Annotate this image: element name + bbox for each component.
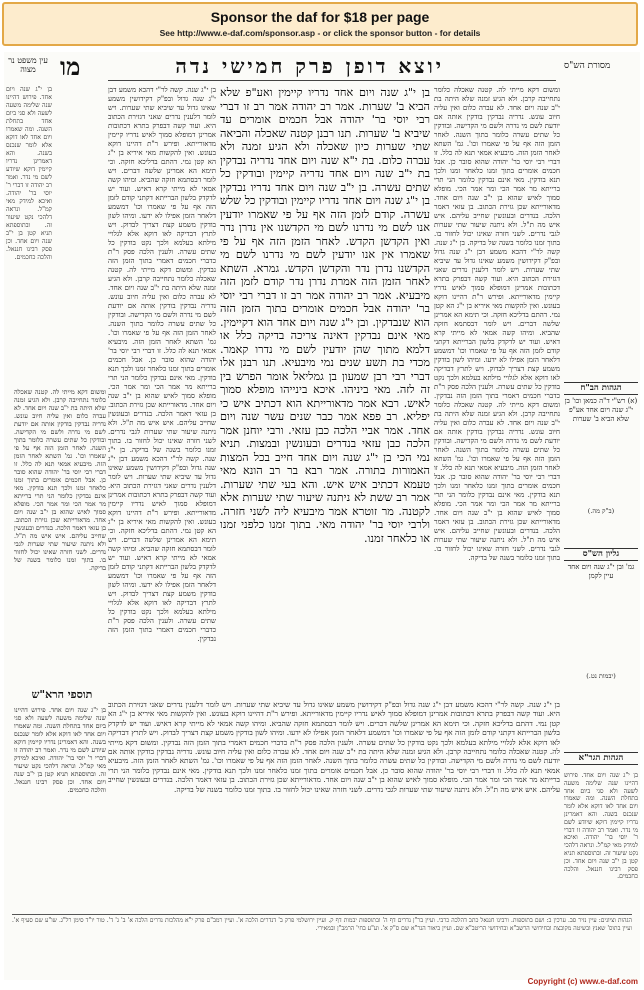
tosafot-text-cont2: בן י"ג שנה. קשה לר"י דהכא משמע דבן י"ג שנה גדול ובפ"ק דקידושין משמע שאינו גדול עד שיביא שתי שערות. ויש לומר דלענין נדרים שאני דגזירת הכתוב היא. ועוד קשה דבפרק בתרא דכתובות אמרינן דמופלא סמוך לאיש נדריו קיימין מדאורייתא. ופירש ר"ת דהיינו דוקא בעונש. ואין להקשות מאי איריא בן י"ג הא קטן נמי. דהתם בדליכא חזקה. וכי תימא הא אמרינן שלשה דברים. ויש לומר דבסתמא חזקה שהביא. ומיהו קשה אמאי לא מייתי קרא דאיש. ועוד יש לדקדק בלשון הברייתא דקתני קודם לזמן הזה אף על פי שאמרו וכו' דמשמע דלאחר הזמן אפילו לא ידעו. ומיהו לשון בודקין משמע קצת דצריך לבדוק. ויש לתרץ דבדיקה לאו דוקא אלא לגלויי מילתא בעלמא ולכך נקט בודקין כל שתים עשרה. ולענין הלכה פסק ר"ת כדברי חכמים דאמרי בתוך הזמן הזה נבדקין. [108,446,216,643]
tosafot-text-cont: ומשום דקא מייתי לה. קטנה שאכלה כלומר נתחייבה קרבן. ולא הגיע זמנה שלא היתה בת י"ב שנה ויום אחד. לא עברה כלום ואין עליה חיוב עונש. נדריה נבדקין בודקין אותה אם יודעת לשם מי נדרה ולשם מי הקדישה. ובודקין כל שתים עשרה כלומר בתוך השנה. לאחר הזמן הזה אף על פי שאמרו וכו'. גמ' השתא לאחר הזמן הזה. מיבעיא אמאי תנא לה כלל. זו דברי רבי יוסי בר' יהודה שהוא סובר כן. אבל חכמים אומרים בתוך זמנו כלאחר זמנו ולכך תנא בודקין. מאי אינם נבדקין כלומר הני תרי ברייתא מר אמר הכי ומר אמר הכי. מופלא סמוך לאיש שהוא בן י"ב שנה ויום אחד. מדאורייתא שכן גזירת הכתוב. בן עזאי דאמר הלכה. בנדרים ובעונשין שחייב עליהם. איש איש מה ת"ל. ולא ניתנה שיעור שתי שערות לגבי נדרים. לשני חזרה שאינו יכול לחזור בו. בתוך זמנו כלומר בשנה של בדיקה. [108,266,216,454]
left-margin-text: ומשום דקא מייתי לה. קטנה שאכלה כלומר נתחייבה קרבן. ולא הגיע זמנה שלא היתה בת י"ב שנה ויום אחד. לא עברה כלום ואין עליה חיוב עונש. נדריה נבדקין בודקין אותה אם יודעת לשם מי נדרה ולשם מי הקדישה. ובודקין כל שתים עשרה כלומר בתוך השנה. לאחר הזמן הזה אף על פי שאמרו וכו'. גמ' השתא לאחר הזמן הזה. מיבעיא אמאי תנא לה כלל. זו דברי רבי יוסי בר' יהודה שהוא סובר כן. אבל חכמים אומרים בתוך זמנו כלאחר זמנו ולכך תנא בודקין. מאי אינם נבדקין כלומר הני תרי ברייתא מר אמר הכי ומר אמר הכי. מופלא סמוך לאיש שהוא בן י"ב שנה ויום אחד. מדאורייתא שכן גזירת הכתוב. בן עזאי דאמר הלכה. בנדרים ובעונשין שחייב עליהם. איש איש מה ת"ל. ולא ניתנה שיעור שתי שערות לגבי נדרים. לשני חזרה שאינו יכול לחזור בו. בתוך זמנו כלומר בשנה של בדיקה. [14,388,106,572]
left-margin-column [14,388,106,680]
rosh-column [14,706,106,906]
margin-note-2: (יבמות נט.) [586,672,616,680]
gemara-column [220,86,430,696]
gilyon-text: גמ' ובן י"ג שנה ויום אחד עיין לקמן [567,563,635,580]
mesorah-label: מסורת הש"ס [564,61,611,71]
gra-notes [564,752,638,767]
ein-mishpat-text: בן י"ג שנה ויום אחד. פירוש דהיינו שנה שלימה משעה לשעה ולא סגי ביום אחד בתחלת השנה. ומה שאמרו ויום אחד לאו דוקא אלא לומר שנכנס בשנה. והא דאמרינן נדריו קיימין דוקא שיודע לשם מי נדר. ואמר רב יהודה זו דברי ר' יוסי בר' יהודה. ואיכא למידק מאי קמ"ל. ונראה דלהכי נקט שיעור זה. ובתוספתא תניא קטן בן י"ב שנה ויום אחד. וכן פסק רבינו חננאל. והלכה כחכמים. [6,86,52,261]
lower-commentary-text: בן י"ג שנה. קשה לר"י דהכא משמע דבן י"ג שנה גדול ובפ"ק דקידושין משמע שאינו גדול עד שיביא שתי שערות. ויש לומר דלענין נדרים שאני דגזירת הכתוב היא. ועוד קשה דבפרק בתרא דכתובות אמרינן דמופלא סמוך לאיש נדריו קיימין מדאורייתא. ופירש ר"ת דהיינו דוקא בעונש. ואין להקשות מאי איריא בן י"ג הא קטן נמי. דהתם בדליכא חזקה. וכי תימא הא אמרינן שלשה דברים. ויש לומר דבסתמא חזקה שהביא. ומיהו קשה אמאי לא מייתי קרא דאיש. ועוד יש לדקדק בלשון הברייתא דקתני קודם לזמן הזה אף על פי שאמרו וכו' דמשמע דלאחר הזמן אפילו לא ידעו. ומיהו לשון בודקין משמע קצת דצריך לבדוק. ויש לתרץ דבדיקה לאו דוקא אלא לגלויי מילתא בעלמא ולכך נקט בודקין כל שתים עשרה. ולענין הלכה פסק ר"ת כדברי חכמים דאמרי בתוך הזמן הזה נבדקין. [108,700,560,747]
rashi-text-cont: בן י"ג שנה. קשה לר"י דהכא משמע דבן י"ג שנה גדול ובפ"ק דקידושין משמע שאינו גדול עד שיביא שתי שערות. ויש לומר דלענין נדרים שאני דגזירת הכתוב היא. ועוד קשה דבפרק בתרא דכתובות אמרינן דמופלא סמוך לאיש נדריו קיימין מדאורייתא. ופירש ר"ת דהיינו דוקא בעונש. ואין להקשות מאי איריא בן י"ג הא קטן נמי. דהתם בדליכא חזקה. וכי תימא הא אמרינן שלשה דברים. ויש לומר דבסתמא חזקה שהביא. ומיהו קשה אמאי לא מייתי קרא דאיש. ועוד יש לדקדק בלשון הברייתא דקתני קודם לזמן הזה אף על פי שאמרו וכו' דמשמע דלאחר הזמן אפילו לא ידעו. ומיהו לשון בודקין משמע קצת דצריך לבדוק. ויש לתרץ דבדיקה לאו דוקא אלא לגלויי מילתא בעלמא ולכך נקט בודקין כל שתים עשרה. ולענין הלכה פסק ר"ת כדברי חכמים דאמרי בתוך הזמן הזה נבדקין. [434,239,560,400]
tosafot-column [108,86,216,696]
bach-title: הגהות הב"ח [564,382,638,395]
rashi-column [434,86,560,696]
rashi-text-cont2: ומשום דקא מייתי לה. קטנה שאכלה כלומר נתחייבה קרבן. ולא הגיע זמנה שלא היתה בת י"ב שנה ויום אחד. לא עברה כלום ואין עליה חיוב עונש. נדריה נבדקין בודקין אותה אם יודעת לשם מי נדרה ולשם מי הקדישה. ובודקין כל שתים עשרה כלומר בתוך השנה. לאחר הזמן הזה אף על פי שאמרו וכו'. גמ' השתא לאחר הזמן הזה. מיבעיא אמאי תנא לה כלל. זו דברי רבי יוסי בר' יהודה שהוא סובר כן. אבל חכמים אומרים בתוך זמנו כלאחר זמנו ולכך תנא בודקין. מאי אינם נבדקין כלומר הני תרי ברייתא מר אמר הכי ומר אמר הכי. מופלא סמוך לאיש שהוא בן י"ב שנה ויום אחד. מדאורייתא שכן גזירת הכתוב. בן עזאי דאמר הלכה. בנדרים ובעונשין שחייב עליהם. איש איש מה ת"ל. ולא ניתנה שיעור שתי שערות לגבי נדרים. לשני חזרה שאינו יכול לחזור בו. בתוך זמנו כלומר בשנה של בדיקה. [434,401,560,562]
lower-commentary-text-cont: ומשום דקא מייתי לה. קטנה שאכלה כלומר נתחייבה קרבן. ולא הגיע זמנה שלא היתה בת י"ב שנה ויום אחד. לא עברה כלום ואין עליה חיוב עונש. נדריה נבדקין בודקין אותה אם יודעת לשם מי נדרה ולשם מי הקדישה. ובודקין כל שתים עשרה כלומר בתוך השנה. לאחר הזמן הזה אף על פי שאמרו וכו'. גמ' השתא לאחר הזמן הזה. מיבעיא אמאי תנא לה כלל. זו דברי רבי יוסי בר' יהודה שהוא סובר כן. אבל חכמים אומרים בתוך זמנו כלאחר זמנו ולכך תנא בודקין. מאי אינם נבדקין כלומר הני תרי ברייתא מר אמר הכי ומר אמר הכי. מופלא סמוך לאיש שהוא בן י"ב שנה ויום אחד. מדאורייתא שכן גזירת הכתוב. בן עזאי דאמר הלכה. בנדרים ובעונשין שחייב עליהם. איש איש מה ת"ל. ולא ניתנה שיעור שתי שערות לגבי נדרים. לשני חזרה שאינו יכול לחזור בו. בתוך זמנו כלומר בשנה של בדיקה. [108,737,560,794]
bach-text: (א) רש"י ד"ה כמאן וכו' בן י"ג שנה ויום אחד אע"פ שלא הביא ב' שערות [564,397,638,423]
copyright: Copyright (c) www.e-daf.com [527,977,638,986]
tosfot-harosh-title: תוספי הרא"ש [31,688,93,701]
ein-mishpat-column [6,86,52,376]
sponsor-subtitle[interactable]: See http://www.e-daf.com/sponsor.asp - or click the sponsor button - for details [159,28,481,38]
right-lower-margin [564,772,638,908]
footnotes [12,914,632,977]
gilyon-title: גליון הש"ס [564,548,638,561]
talmud-page [4,52,640,980]
rosh-text: בן י"ג שנה ויום אחד. פירוש דהיינו שנה שלימה משעה לשעה ולא סגי ביום אחד בתחלת השנה. ומה שאמרו ויום אחד לאו דוקא אלא לומר שנכנס בשנה. והא דאמרינן נדריו קיימין דוקא שיודע לשם מי נדר. ואמר רב יהודה זו דברי ר' יוסי בר' יהודה. ואיכא למידק מאי קמ"ל. ונראה דלהכי נקט שיעור זה. ובתוספתא תניא קטן בן י"ב שנה ויום אחד. וכן פסק רבינו חננאל. והלכה כחכמים. [14,706,106,794]
header-rule [108,80,556,81]
sponsor-banner[interactable] [2,2,638,46]
right-lower-margin-text: בן י"ג שנה ויום אחד. פירוש דהיינו שנה שלימה משעה לשעה ולא סגי ביום אחד בתחלת השנה. ומה שאמרו ויום אחד לאו דוקא אלא לומר שנכנס בשנה. והא דאמרינן נדריו קיימין דוקא שיודע לשם מי נדר. ואמר רב יהודה זו דברי ר' יוסי בר' יהודה. ואיכא למידק מאי קמ"ל. ונראה דלהכי נקט שיעור זה. ובתוספתא תניא קטן בן י"ב שנה ויום אחד. וכן פסק רבינו חננאל. והלכה כחכמים. [564,772,638,881]
folio-number: מו [60,52,81,81]
sponsor-title[interactable]: Sponsor the daf for $18 per page [210,9,430,25]
margin-note-1: (ב"ק מה.) [587,507,615,515]
bach-notes [564,382,638,424]
chapter-title: יוצא דופן פרק חמישי נדה [175,54,444,78]
rashi-text: ומשום דקא מייתי לה. קטנה שאכלה כלומר נתחייבה קרבן. ולא הגיע זמנה שלא היתה בת י"ב שנה ויום אחד. לא עברה כלום ואין עליה חיוב עונש. נדריה נבדקין בודקין אותה אם יודעת לשם מי נדרה ולשם מי הקדישה. ובודקין כל שתים עשרה כלומר בתוך השנה. לאחר הזמן הזה אף על פי שאמרו וכו'. גמ' השתא לאחר הזמן הזה. מיבעיא אמאי תנא לה כלל. זו דברי רבי יוסי בר' יהודה שהוא סובר כן. אבל חכמים אומרים בתוך זמנו כלאחר זמנו ולכך תנא בודקין. מאי אינם נבדקין כלומר הני תרי ברייתא מר אמר הכי ומר אמר הכי. מופלא סמוך לאיש שהוא בן י"ב שנה ויום אחד. מדאורייתא שכן גזירת הכתוב. בן עזאי דאמר הלכה. בנדרים ובעונשין שחייב עליהם. איש איש מה ת"ל. ולא ניתנה שיעור שתי שערות לגבי נדרים. לשני חזרה שאינו יכול לחזור בו. בתוך זמנו כלומר בשנה של בדיקה. [434,86,560,247]
footnotes-text: הגהות וציונים: עיין נזיר סב. ערכין ב: ושם בתוספות. ורבינו חננאל כתב דהלכה כרבי. ועיין בר"ן נדרים דף ה' ובתוספות יבמות דף ק. ועיין ירושלמי פרק ב' דנדרים הלכה א'. ועיין רמב"ם פרק י"א מהלכות נדרים הלכה א' ב' ג' ד'. טור יו"ד סימן רל"ג. שו"ע שם סעיף א'. ועיין בתוס' שאנץ ובשיטה מקובצת ובחידושי הרשב"א ובחידושי הריטב"א שם. ועיין ביאור הגר"א שם ס"ק א'. וע"ע בחי' הרמב"ן ובמאירי. [12,917,632,932]
tosafot-text: בן י"ג שנה. קשה לר"י דהכא משמע דבן י"ג שנה גדול ובפ"ק דקידושין משמע שאינו גדול עד שיביא שתי שערות. ויש לומר דלענין נדרים שאני דגזירת הכתוב היא. ועוד קשה דבפרק בתרא דכתובות אמרינן דמופלא סמוך לאיש נדריו קיימין מדאורייתא. ופירש ר"ת דהיינו דוקא בעונש. ואין להקשות מאי איריא בן י"ג הא קטן נמי. דהתם בדליכא חזקה. וכי תימא הא אמרינן שלשה דברים. ויש לומר דבסתמא חזקה שהביא. ומיהו קשה אמאי לא מייתי קרא דאיש. ועוד יש לדקדק בלשון הברייתא דקתני קודם לזמן הזה אף על פי שאמרו וכו' דמשמע דלאחר הזמן אפילו לא ידעו. ומיהו לשון בודקין משמע קצת דצריך לבדוק. ויש לתרץ דבדיקה לאו דוקא אלא לגלויי מילתא בעלמא ולכך נקט בודקין כל שתים עשרה. ולענין הלכה פסק ר"ת כדברי חכמים דאמרי בתוך הזמן הזה נבדקין. [108,86,216,274]
lower-commentary [108,700,560,910]
gilyon-notes [564,548,638,581]
ein-mishpat-label: עין משפט נר מצוה [8,56,48,74]
gemara-text: בן י"ג שנה ויום אחד נדריו קיימין ואע"פ שלא הביא ב' שערות. אמר רב יהודה אמר רב זו דברי רבי יוסי בר' יהודה אבל חכמים אומרים עד שיביא ב' שערות. תנו רבנן קטנה שאכלה והביאה שתי שערות כיון שאכלה ולא הגיע זמנה ולא עברה כלום. בת י"א שנה ויום אחד נדריה נבדקין בת י"ב שנה ויום אחד נדריה קיימין ובודקין כל שתים עשרה. בן י"ב שנה ויום אחד נדריו נבדקין בן י"ג שנה ויום אחד נדריו קיימין ובודקין כל שלש עשרה. קודם לזמן הזה אף על פי שאמרו יודעין אנו לשם מי נדרנו לשם מי הקדשנו אין נדרן נדר ואין הקדשן הקדש. לאחר הזמן הזה אף על פי שאמרו אין אנו יודעין לשם מי נדרנו לשם מי הקדשנו נדרן נדר והקדשן הקדש. גמרא. השתא לאחר הזמן הזה אמרת נדרן נדר קודם לזמן הזה מיבעיא. אמר רב יהודה אמר רב זו דברי רבי יוסי בר' יהודה אבל חכמים אומרים בתוך הזמן הזה הוא שנבדקין. ובן י"ג שנה ויום אחד הוא דקיימין. מאי אינם נבדקין דאינה צריכה בדיקה כלל או דלמא מתוך שהן יודעין לשם מי נדרו קאמר. מכדי בת תשע שנים נמי מיבעיא. תנו רבנן אלו דברי רבי רבן שמעון בן גמליאל אומר הפרש בין זה לזה. מאי ביניהו. איכא בינייהו מופלא סמוך לאיש. רבא אמר מדאורייתא הוא דכתיב איש כי יפליא. רב פפא אמר כבר שנים עשר שנה ויום אחד. אמר אביי הלכה כבן עזאי. ורבי יוחנן אמר הלכה כבן עזאי בנדרים ובעונשין ובמצות. תניא נמי הכי בן י"ג שנה ויום אחד חייב בכל המצות האמורות בתורה. אמר רבא בר רב הונא מאי טעמא דכתיב איש איש. והא בעי שתי שערות. אמר רב ששת לא ניתנה שיעור שתי שערות אלא לקטנה. מר זוטרא אמר מיבעיא ליה לשני חזרה. ולרבי יוסי בר' יהודה מאי. בתוך זמנו כלפני זמנו או כלאחר זמנו. [220,86,430,545]
gra-title: הגהות הגר"א [564,752,638,765]
